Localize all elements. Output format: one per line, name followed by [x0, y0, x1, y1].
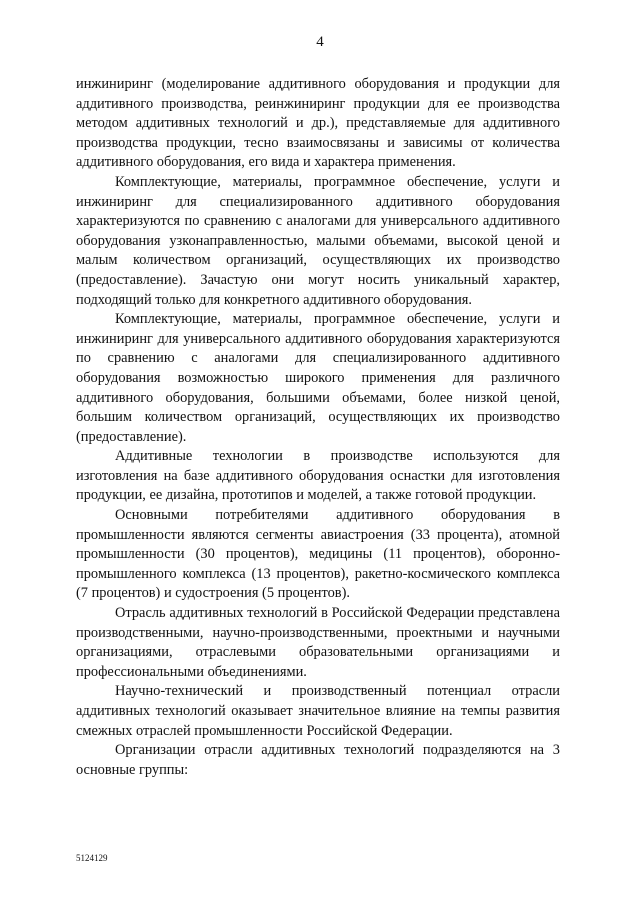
paragraph-universal-equipment: Комплектующие, материалы, программное обеспечение, услуги и инжиниринг для универсального аддитивного оборудования характеризуются по сравнению с аналогами для специализированного аддитивного оборудования возможностью широкого применения для различного аддитивного оборудования, большими объемами, более низкой ценой, большим количеством организаций, осуществляющих их производство (предоставление).: [76, 311, 560, 445]
document-body: [76, 75, 560, 780]
paragraph-consumers: Основными потребителями аддитивного оборудования в промышленности являются сегменты авиастроения (33 процента), атомной промышленности (30 процентов), медицины (11 процентов), оборонно-промышленного комплекса (13 процентов), ракетно-космического комплекса (7 процентов) и судостроения (5 процентов).: [76, 507, 560, 602]
page-number: 4: [316, 34, 324, 50]
paragraph-production-uses: Аддитивные технологии в производстве используются для изготовления на базе аддитивного оборудования оснастки для изготовления продукции, ее дизайна, прототипов и моделей, а также готовой продукции.: [76, 448, 560, 504]
paragraph-groups-intro: Организации отрасли аддитивных технологий подразделяются на 3 основные группы:: [76, 742, 560, 778]
paragraph-industry-structure: Отрасль аддитивных технологий в Российской Федерации представлена производственными, научно-производственными, проектными и научными организациями, отраслевыми образовательными организациями и профессиональными объединениями.: [76, 605, 560, 680]
paragraph-specialized-equipment: Комплектующие, материалы, программное обеспечение, услуги и инжиниринг для специализированного аддитивного оборудования характеризуются по сравнению с аналогами для универсального аддитивного оборудования узконаправленностью, малыми объемами, высокой ценой и малым количеством организаций, осуществляющих их производство (предоставление). Зачастую они могут носить уникальный характер, подходящий только для конкретного аддитивного оборудования.: [76, 173, 560, 308]
paragraph-continuation: инжиниринг (моделирование аддитивного оборудования и продукции для аддитивного производства, реинжиниринг продукции для ее производства методом аддитивных технологий и др.), представляемые для аддитивного производства продукции, тесно взаимосвязаны и зависимы от количества аддитивного оборудования, его вида и характера применения.: [76, 76, 560, 171]
paragraph-potential: Научно-технический и производственный потенциал отрасли аддитивных технологий оказывает значительное влияние на темпы развития смежных отраслей промышленности Российской Федерации.: [76, 683, 560, 739]
document-code: 5124129: [76, 853, 108, 863]
